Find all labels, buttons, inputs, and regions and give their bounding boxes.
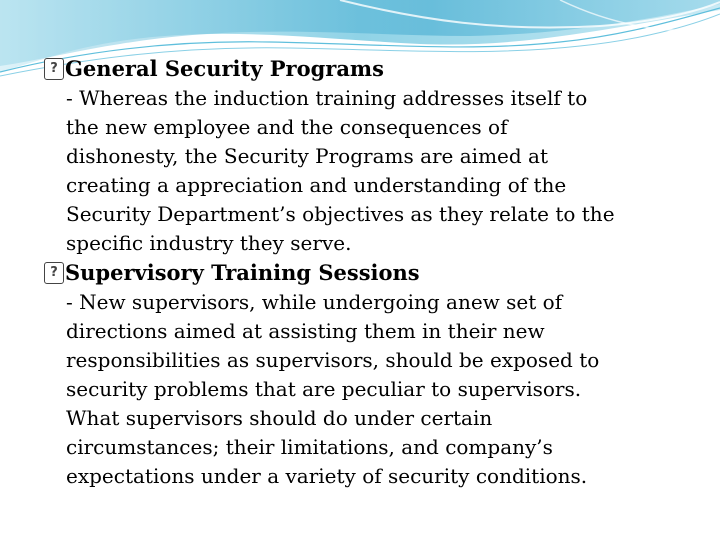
body-line: creating a appreciation and understanding of the <box>66 173 567 197</box>
bullet-body <box>44 84 684 258</box>
body-line: the new employee and the consequences of <box>66 115 508 139</box>
missing-glyph-box-icon <box>44 262 64 284</box>
body-line: expectations under a variety of security conditions. <box>66 464 588 488</box>
bullet-body <box>44 288 684 491</box>
bullet-heading-row <box>44 54 684 84</box>
missing-glyph-box-icon <box>44 58 64 80</box>
body-line: security problems that are peculiar to supervisors. <box>66 377 582 401</box>
body-line: Security Department’s objectives as they relate to the <box>66 202 615 226</box>
bullet-item <box>44 54 684 258</box>
body-line: circumstances; their limitations, and company’s <box>66 435 553 459</box>
content-area <box>44 54 684 491</box>
body-line: What supervisors should do under certain <box>66 406 493 430</box>
body-line: responsibilities as supervisors, should be exposed to <box>66 348 600 372</box>
bullet-heading-row <box>44 258 684 288</box>
body-line: - New supervisors, while undergoing anew set of <box>66 290 563 314</box>
bullet-heading: Supervisory Training Sessions <box>65 260 420 285</box>
body-line: directions aimed at assisting them in their new <box>66 319 545 343</box>
body-line: specific industry they serve. <box>66 231 352 255</box>
bullet-heading: General Security Programs <box>65 56 384 81</box>
body-line: - Whereas the induction training addresses itself to <box>66 86 588 110</box>
bullet-item <box>44 258 684 491</box>
body-line: dishonesty, the Security Programs are aimed at <box>66 144 548 168</box>
